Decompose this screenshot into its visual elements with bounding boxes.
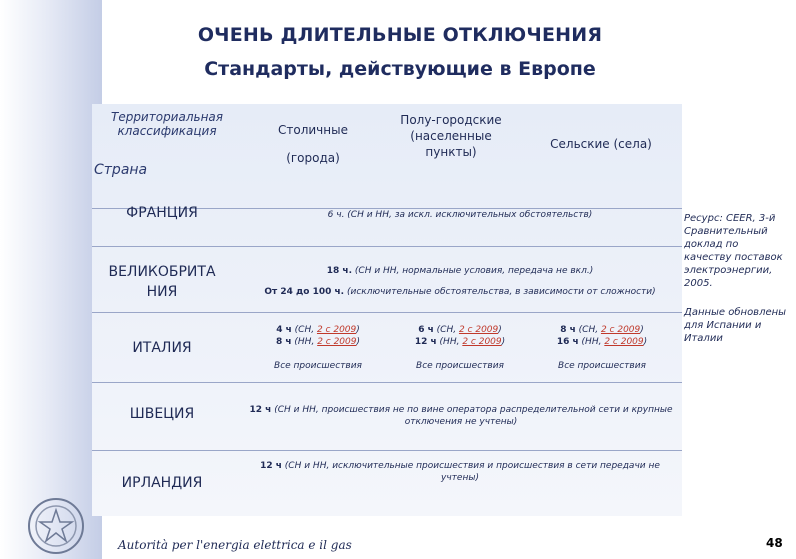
header-capital-sub: (города) bbox=[286, 151, 340, 165]
source-note: Ресурс: CEER, 3-й Сравнительный доклад по качеству поставок электроэнергии, 2005. bbox=[684, 213, 783, 289]
uk-normal-hours: 18 ч. bbox=[326, 266, 353, 276]
uk-standard-normal bbox=[240, 265, 680, 277]
header-semi-urban: Полу-городские (населенные пункты) bbox=[400, 113, 502, 159]
left-gradient-bar bbox=[0, 0, 102, 559]
sweden-standard: 12 ч (СН и НН, происшествия не по вине оператора распределительной сети и крупные отключения не учтены) bbox=[249, 405, 673, 427]
country-uk: ВЕЛИКОБРИТА НИЯ bbox=[108, 264, 216, 300]
uk-normal-desc: (СН и НН, нормальные условия, передача не вкл.) bbox=[352, 266, 594, 276]
header-territorial: Территориальная классификация bbox=[110, 110, 223, 138]
uk-standard-exceptional bbox=[240, 286, 680, 298]
update-note: Данные обновлены для Испании и Италии bbox=[684, 307, 787, 344]
title-block bbox=[120, 22, 680, 82]
italy-rural: 8 ч (СН, 2 с 2009) 16 ч (НН, 2 с 2009) bbox=[556, 325, 648, 347]
italy-capital-scope: Все происшествия bbox=[274, 361, 362, 371]
footer-organization: Autorità per l'energia elettrica e il gas bbox=[118, 538, 352, 552]
italy-semi-urban-scope: Все происшествия bbox=[416, 361, 504, 371]
country-france: ФРАНЦИЯ bbox=[126, 205, 198, 221]
country-sweden: ШВЕЦИЯ bbox=[129, 406, 195, 422]
header-country: Страна bbox=[94, 162, 148, 178]
uk-exceptional-hours: От 24 до 100 ч. bbox=[264, 287, 345, 297]
country-ireland: ИРЛАНДИЯ bbox=[121, 475, 203, 491]
emblem-icon bbox=[26, 496, 86, 556]
france-standard: 6 ч. (СН и НН, за искл. исключительных обстоятельств) bbox=[327, 210, 593, 220]
page-subtitle: Стандарты, действующие в Европе bbox=[204, 58, 596, 80]
page-title: ОЧЕНЬ ДЛИТЕЛЬНЫЕ ОТКЛЮЧЕНИЯ bbox=[197, 24, 603, 46]
italy-capital: 4 ч (СН, 2 с 2009) 8 ч (НН, 2 с 2009) bbox=[275, 325, 361, 347]
italy-rural-scope: Все происшествия bbox=[558, 361, 646, 371]
page-number: 48 bbox=[766, 536, 783, 550]
header-capital: Столичные bbox=[278, 123, 348, 137]
uk-exceptional-desc: (исключительные обстоятельства, в зависимости от сложности) bbox=[344, 287, 656, 297]
ireland-standard: 12 ч (СН и НН, исключительные происшествия и происшествия в сети передачи не учтены) bbox=[260, 461, 660, 483]
header-rural: Сельские (села) bbox=[550, 137, 652, 151]
country-italy: ИТАЛИЯ bbox=[132, 340, 192, 356]
italy-semi-urban: 6 ч (СН, 2 с 2009) 12 ч (НН, 2 с 2009) bbox=[414, 325, 506, 347]
